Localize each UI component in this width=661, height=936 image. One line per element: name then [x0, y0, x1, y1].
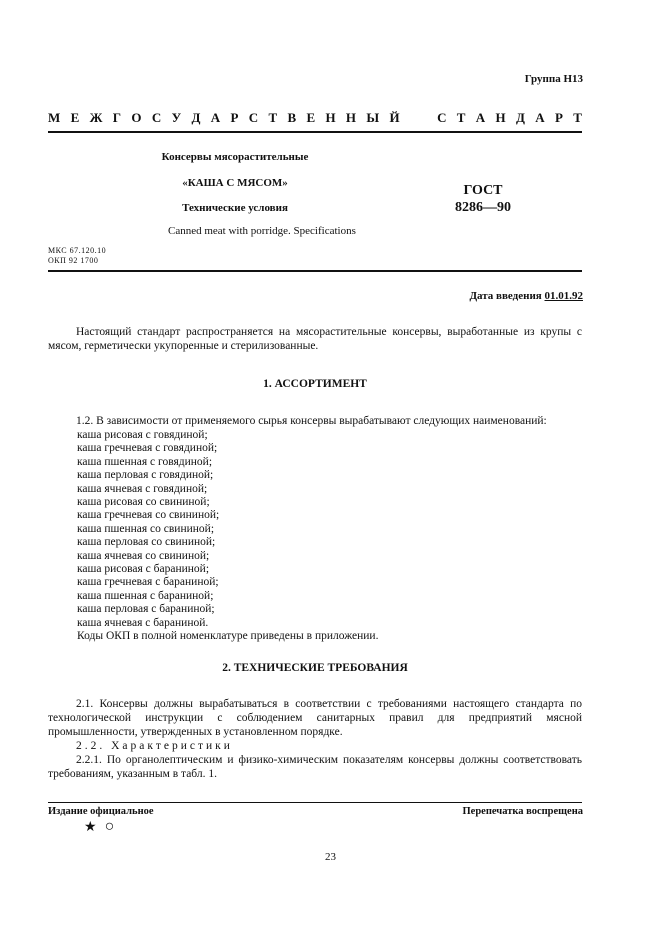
list-item: каша пшенная с говядиной; — [77, 455, 213, 468]
banner-letter: А — [210, 110, 221, 125]
section2-para2: 2.2. Характеристики — [76, 740, 233, 752]
product-title: Консервы мясорастительные — [161, 151, 309, 163]
banner-letter: Т — [268, 110, 278, 125]
banner-letter: Д — [191, 110, 201, 125]
list-item: каша рисовая с бараниной; — [77, 563, 210, 576]
list-item: каша ячневая с говядиной; — [77, 482, 208, 495]
banner-letter: Е — [70, 110, 80, 125]
banner-letter: А — [535, 110, 545, 125]
banner-letter: Г — [112, 110, 122, 125]
classification-codes — [48, 246, 106, 266]
okp-note — [77, 630, 582, 643]
section1-para: 1.2. В зависимости от применяемого сырья консервы вырабатывают следующих наименований: — [76, 415, 547, 427]
banner-letter: Н — [345, 110, 357, 125]
standard-banner — [48, 110, 582, 126]
banner-letter: Р — [230, 110, 239, 125]
intro-paragraph: Настоящий стандарт распространяется на мясорастительные консервы, выработанные из крупы с мясом, герметически укупоренные и стерилизованные. — [48, 326, 582, 352]
footer-rule — [48, 802, 582, 803]
list-item: каша пшенная с бараниной; — [77, 589, 214, 602]
english-title: Canned meat with porridge. Specifications — [168, 225, 356, 237]
section1-heading: 1. АССОРТИМЕНТ — [263, 378, 367, 390]
page-number: 23 — [325, 851, 336, 863]
mks-code: МКС 67.120.10 — [48, 246, 107, 255]
date-label: Дата введения — [469, 290, 542, 302]
list-item: каша рисовая с говядиной; — [77, 429, 208, 441]
okp-code: ОКП 92 1700 — [48, 256, 99, 265]
banner-letter: С — [151, 110, 162, 125]
banner-letter: Н — [325, 110, 336, 125]
banner-letter: Д — [515, 110, 525, 125]
spec-subtitle: Технические условия — [182, 202, 288, 214]
date-value: 01.01.92 — [544, 290, 583, 302]
banner-letter: С — [248, 110, 259, 125]
section2-para3: 2.2.1. По органолептическим и физико-химическим показателям консервы должны соответствовать требованиям, указанным в табл. 1. — [48, 754, 582, 780]
list-item: каша гречневая с бараниной; — [77, 576, 219, 589]
list-item: каша перловая со свининой; — [77, 536, 216, 549]
star-icon: ★ — [84, 819, 97, 835]
list-item: каша рисовая со свининой; — [77, 496, 210, 509]
effective-date — [469, 290, 583, 302]
section2-heading: 2. ТЕХНИЧЕСКИЕ ТРЕБОВАНИЯ — [222, 662, 408, 674]
section2-para1: 2.1. Консервы должны вырабатываться в соответствии с требованиями настоящего стандарта по технологической инструкции с соблюдением санитарных правил для предприятий мясной промышленности, утвержденных в установленном порядке. — [48, 698, 582, 738]
list-item: каша перловая с говядиной; — [77, 469, 214, 482]
gost-number: 8286—90 — [455, 200, 511, 215]
banner-letter: Т — [573, 110, 582, 125]
banner-letter: Н — [495, 110, 506, 125]
list-item: каша гречневая со свининой; — [77, 509, 220, 522]
banner-letter: В — [287, 110, 297, 125]
banner-letter: А — [475, 110, 486, 125]
banner-letter — [410, 110, 413, 126]
list-item: каша пшенная со свининой; — [77, 522, 215, 535]
top-rule — [48, 131, 582, 133]
banner-letter: У — [171, 110, 182, 125]
header-bottom-rule — [48, 270, 582, 272]
list-item: каша гречневая с говядиной; — [77, 442, 218, 455]
edition-marks — [84, 818, 114, 836]
banner-letter: С — [437, 110, 447, 125]
banner-letter: М — [48, 110, 61, 125]
gost-label: ГОСТ — [463, 183, 503, 198]
product-name: «КАША С МЯСОМ» — [182, 177, 288, 189]
banner-letter — [423, 110, 426, 126]
assortment-list — [77, 429, 582, 630]
banner-letter: О — [131, 110, 142, 125]
banner-letter: Т — [456, 110, 466, 125]
reprint-prohibited: Перепечатка воспрещена — [462, 806, 583, 817]
banner-letter: Ж — [89, 110, 103, 125]
group-label: Группа Н13 — [524, 73, 583, 85]
official-edition: Издание официальное — [48, 806, 154, 817]
banner-letter: Ы — [366, 110, 380, 125]
list-item: каша перловая с бараниной; — [77, 603, 215, 616]
circle-icon: ○ — [104, 818, 115, 835]
list-item: каша ячневая со свининой; — [77, 549, 210, 562]
banner-letter: Й — [389, 110, 400, 125]
banner-letter: Е — [306, 110, 316, 125]
okp-note-text: Коды ОКП в полной номенклатуре приведены в приложении. — [77, 630, 379, 642]
list-item: каша ячневая с бараниной. — [77, 616, 209, 629]
banner-letter: Р — [554, 110, 563, 125]
